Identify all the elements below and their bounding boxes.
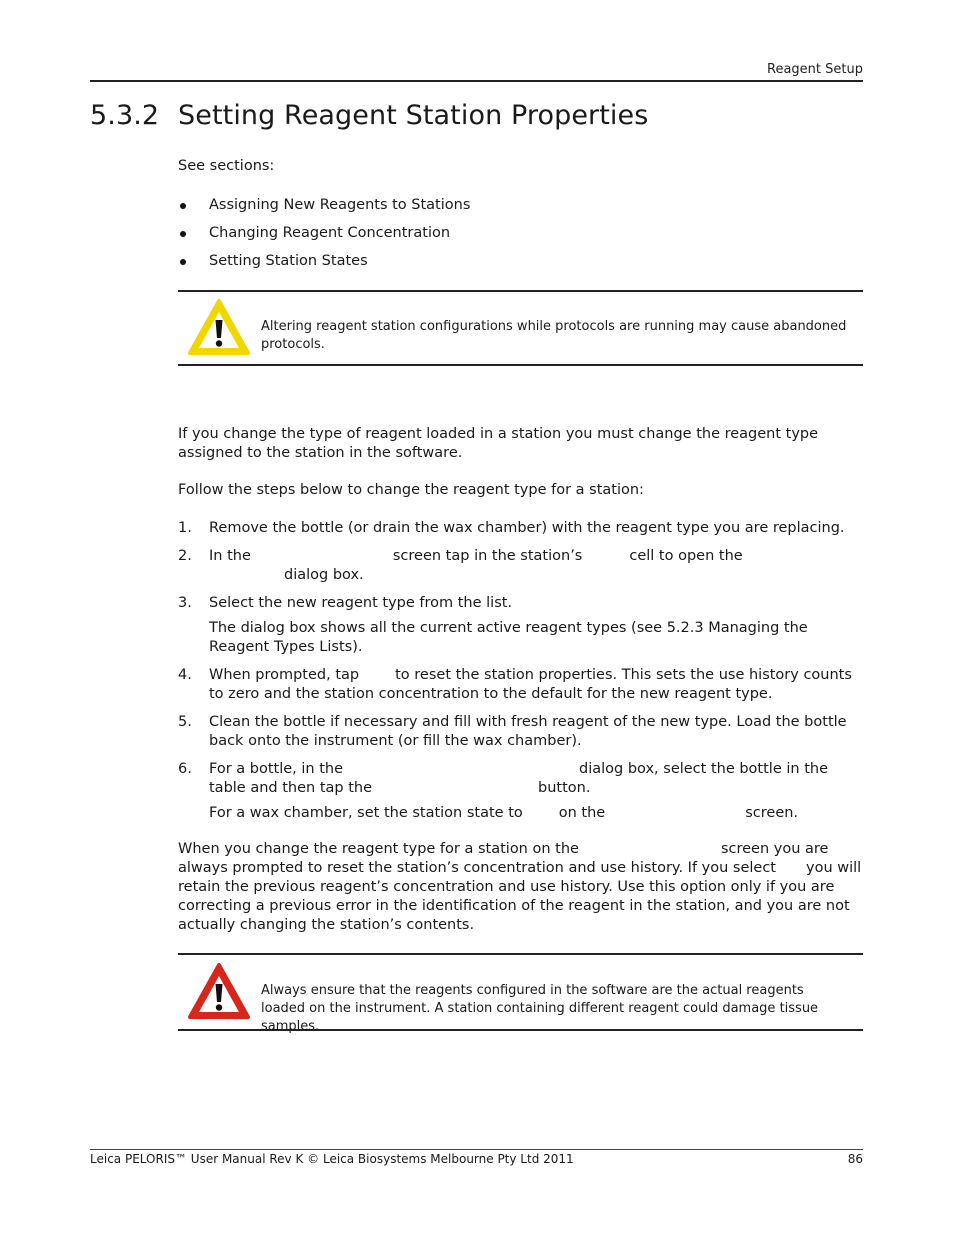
see-sections-label: See sections: [178,158,275,174]
footer-copyright: Leica PELORIS™ User Manual Rev K © Leica Biosystems Melbourne Pty Ltd 2011 [90,1152,574,1166]
header-rule [90,80,863,82]
caution-text: Altering reagent station configurations while protocols are running may cause abandoned protocols. [261,319,847,352]
paragraph-change-type: If you change the type of reagent loaded in a station you must change the reagent type assigned to the station in the software. [178,426,819,461]
section-title-text: Setting Reagent Station Properties [178,100,649,131]
step-item: 5. Clean the bottle if necessary and fill with fresh reagent of the new type. Load the bottle back onto the instrument (or fill the wax chamber). [178,714,847,749]
warning-triangle-yellow-icon [187,298,251,356]
step-item: 1. Remove the bottle (or drain the wax chamber) with the reagent type you are replacing. [178,520,845,536]
step-item: 2. In the screen tap in the station’s cell to open the dialog box. [178,548,743,583]
bullet-icon [180,259,186,265]
danger-text: Always ensure that the reagents configured in the software are the actual reagents loaded on the instrument. A station containing different reagent could damage tissue samples. [261,983,819,1034]
caution-notice [178,290,863,366]
section-link[interactable]: Assigning New Reagents to Stations [178,196,863,215]
bullet-icon [180,203,186,209]
paragraph-follow-steps: Follow the steps below to change the reagent type for a station: [178,482,644,498]
step-item: 4. When prompted, tap to reset the station properties. This sets the use history counts to zero and the station concentration to the default for the new reagent type. [178,667,852,702]
running-header: Reagent Setup [767,62,863,77]
step-item: 6. For a bottle, in the dialog box, select the bottle in the table and then tap the button. For a wax chamber, set the station state to on the screen. [178,761,828,821]
danger-notice [178,953,863,1034]
paragraph-reset-prompt: When you change the reagent type for a station on the screen you are always prompted to reset the station’s concentration and use history. If you select you will retain the previous reagent’s concentration and use history. Use this option only if you are correcting a previous error in the identification of the reagent in the station, and you are not actually changing the station’s contents. [178,841,862,933]
section-link[interactable]: Setting Station States [178,252,863,271]
section-number: 5.3.2 [90,100,160,131]
footer-rule [90,1149,863,1150]
page-number: 86 [847,1152,863,1166]
step-item: 3. Select the new reagent type from the list. The dialog box shows all the current active reagent types (see 5.2.3 Managing the Reagent Types Lists). [178,595,808,655]
bullet-icon [180,231,186,237]
section-link[interactable]: Changing Reagent Concentration [178,224,863,243]
section-title [90,100,648,131]
warning-triangle-red-icon [187,962,251,1020]
steps-list [178,519,863,823]
section-links-list [178,196,863,280]
